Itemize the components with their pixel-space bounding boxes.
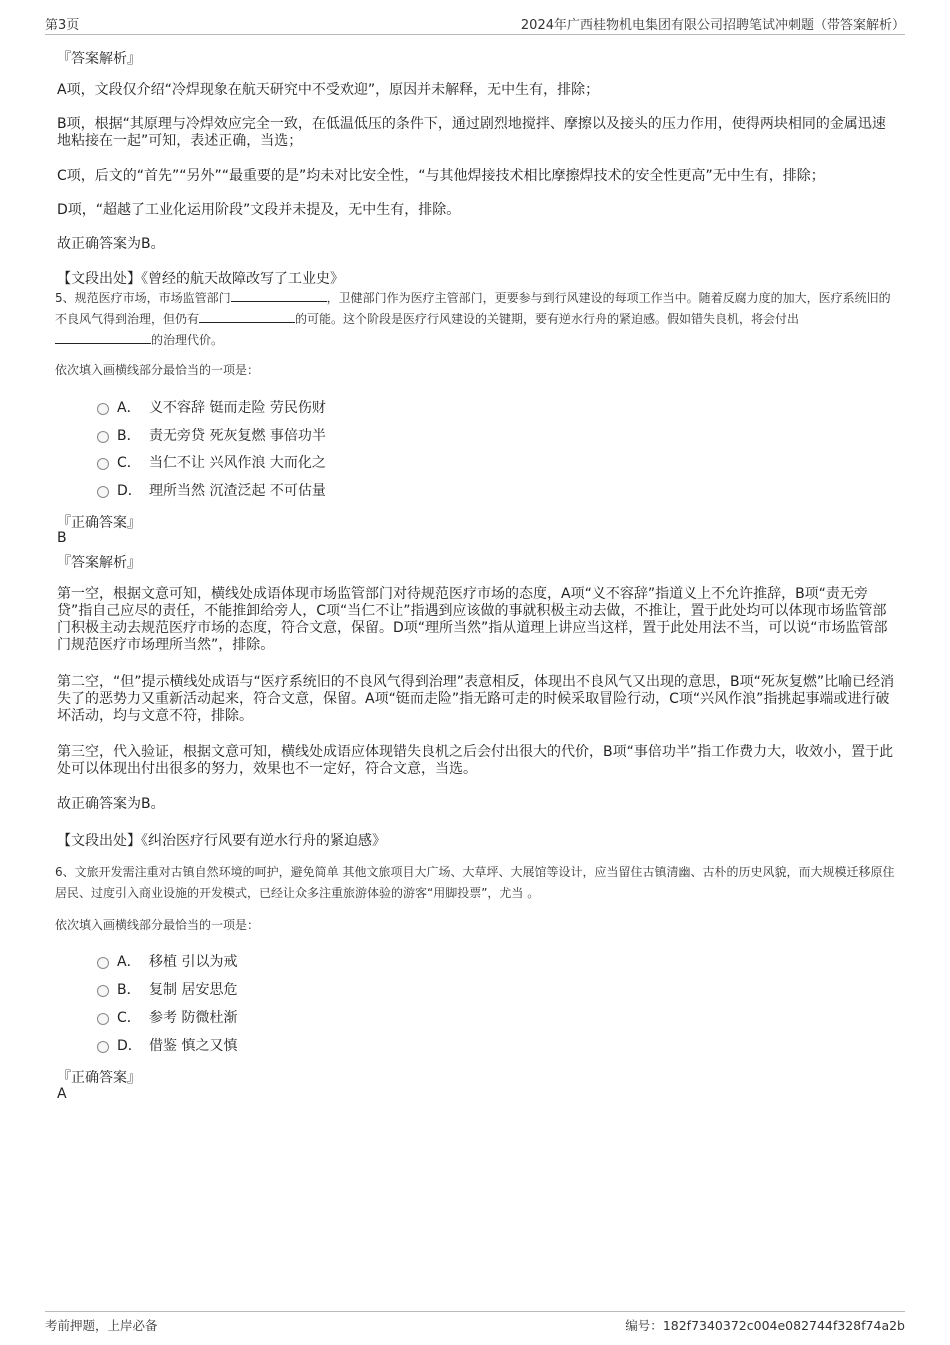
- document-title: 2024年广西桂物机电集团有限公司招聘笔试冲刺题（带答案解析）: [520, 18, 905, 33]
- explanation-blank-3: 第三空，代入验证，根据文意可知，横线处成语应体现错失良机之后会付出很大的代价，B项“事倍功半”指工作费力大，收效小，置于此处可以体现出付出很多的努力，效果也不一定好，符合文意，当选。: [57, 744, 894, 777]
- conclusion: 故正确答案为B。: [57, 796, 165, 812]
- correct-answer: A: [57, 1086, 67, 1102]
- passage-source: 【文段出处】《曾经的航天故障改写了工业史》: [57, 271, 344, 287]
- conclusion: 故正确答案为B。: [57, 236, 165, 252]
- correct-answer-label: 『正确答案』: [57, 515, 141, 531]
- explanation-blank-1: 第一空，根据文意可知，横线处成语体现市场监管部门对待规范医疗市场的态度，A项“义不容辞”指道义上不允许推辞，B项“责无旁贷”指自己应尽的责任，不能推卸给旁人，C项“当仁不让”指遇到应该做的事就积极主动去做，不推让，置于此处均可以体现市场监管部门积极主动去规范医疗市场的态度，符合文意，保留。D项“理所当然”指从道理上讲应当这样，置于此处用法不当，可以说“市场监管部门规范医疗市场理所当然”，排除。: [57, 586, 888, 653]
- answer-explanation-label: 『答案解析』: [57, 555, 141, 571]
- question-6-prompt: 依次填入画横线部分最恰当的一项是：: [55, 918, 260, 932]
- explanation-option-b: B项，根据“其原理与冷焊效应完全一致，在低温低压的条件下，通过剧烈地搅拌、摩擦以及接头的压力作用，使得两块相同的金属迅速地粘接在一起”可知，表述正确，当选；: [57, 116, 886, 149]
- explanation-option-c: C项，后文的“首先”“另外”“最重要的是”均未对比安全性，“与其他焊接技术相比摩擦焊技术的安全性更高”无中生有，排除；: [57, 168, 825, 184]
- page-header: [45, 14, 905, 35]
- radio-icon[interactable]: [97, 957, 109, 969]
- radio-icon[interactable]: [97, 431, 109, 443]
- fill-blank: [55, 331, 151, 344]
- fill-blank: [199, 310, 295, 323]
- page-footer: [45, 1311, 905, 1334]
- correct-answer: B: [57, 530, 67, 546]
- radio-icon[interactable]: [97, 985, 109, 997]
- footer-slogan: 考前押题，上岸必备: [45, 1318, 158, 1333]
- page-number: 第3页: [45, 18, 80, 33]
- explanation-blank-2: 第二空，“但”提示横线处成语与“医疗系统旧的不良风气得到治理”表意相反，体现出不良风气又出现的意思，B项“死灰复燃”比喻已经消失了的恶势力又重新活动起来，符合文意，保留。A项“铤而走险”指无路可走的时候采取冒险行动，C项“兴风作浪”指挑起事端或进行破坏活动，均与文意不符，排除。: [57, 674, 895, 724]
- radio-icon[interactable]: [97, 403, 109, 415]
- document-code: 编号：182f7340372c004e082744f328f74a2b: [625, 1318, 905, 1333]
- question-5-prompt: 依次填入画横线部分最恰当的一项是：: [55, 363, 260, 377]
- question-5-stem: 5、规范医疗市场，市场监管部门 ，卫健部门作为医疗主管部门，更要参与到行风建设的每项工作当中。随着反腐力度的加大，医疗系统旧的不良风气得到治理，但仍有 的可能。这个阶段是医疗行风建设的关键期，要有逆水行舟的紧迫感。假如错失良机，将会付出的治理代价。: [55, 291, 891, 347]
- radio-icon[interactable]: [97, 458, 109, 470]
- radio-icon[interactable]: [97, 1041, 109, 1053]
- radio-icon[interactable]: [97, 1013, 109, 1025]
- explanation-option-a: A项，文段仅介绍“冷焊现象在航天研究中不受欢迎”，原因并未解释，无中生有，排除；: [57, 82, 600, 98]
- answer-explanation-label: 『答案解析』: [57, 51, 141, 67]
- explanation-option-d: D项，“超越了工业化运用阶段”文段并未提及，无中生有，排除。: [57, 202, 461, 218]
- correct-answer-label: 『正确答案』: [57, 1070, 141, 1086]
- passage-source: 【文段出处】《纠治医疗行风要有逆水行舟的紧迫感》: [57, 833, 386, 849]
- radio-icon[interactable]: [97, 486, 109, 498]
- fill-blank: [231, 289, 327, 302]
- question-6-stem: 6、文旅开发需注重对古镇自然环境的呵护，避免简单 其他文旅项目大广场、大草坪、大展馆等设计，应当留住古镇清幽、古朴的历史风貌，而大规模迁移原住居民、过度引入商业设施的开发模式，已经让众多注重旅游体验的游客“用脚投票”，尤当 。: [55, 865, 895, 900]
